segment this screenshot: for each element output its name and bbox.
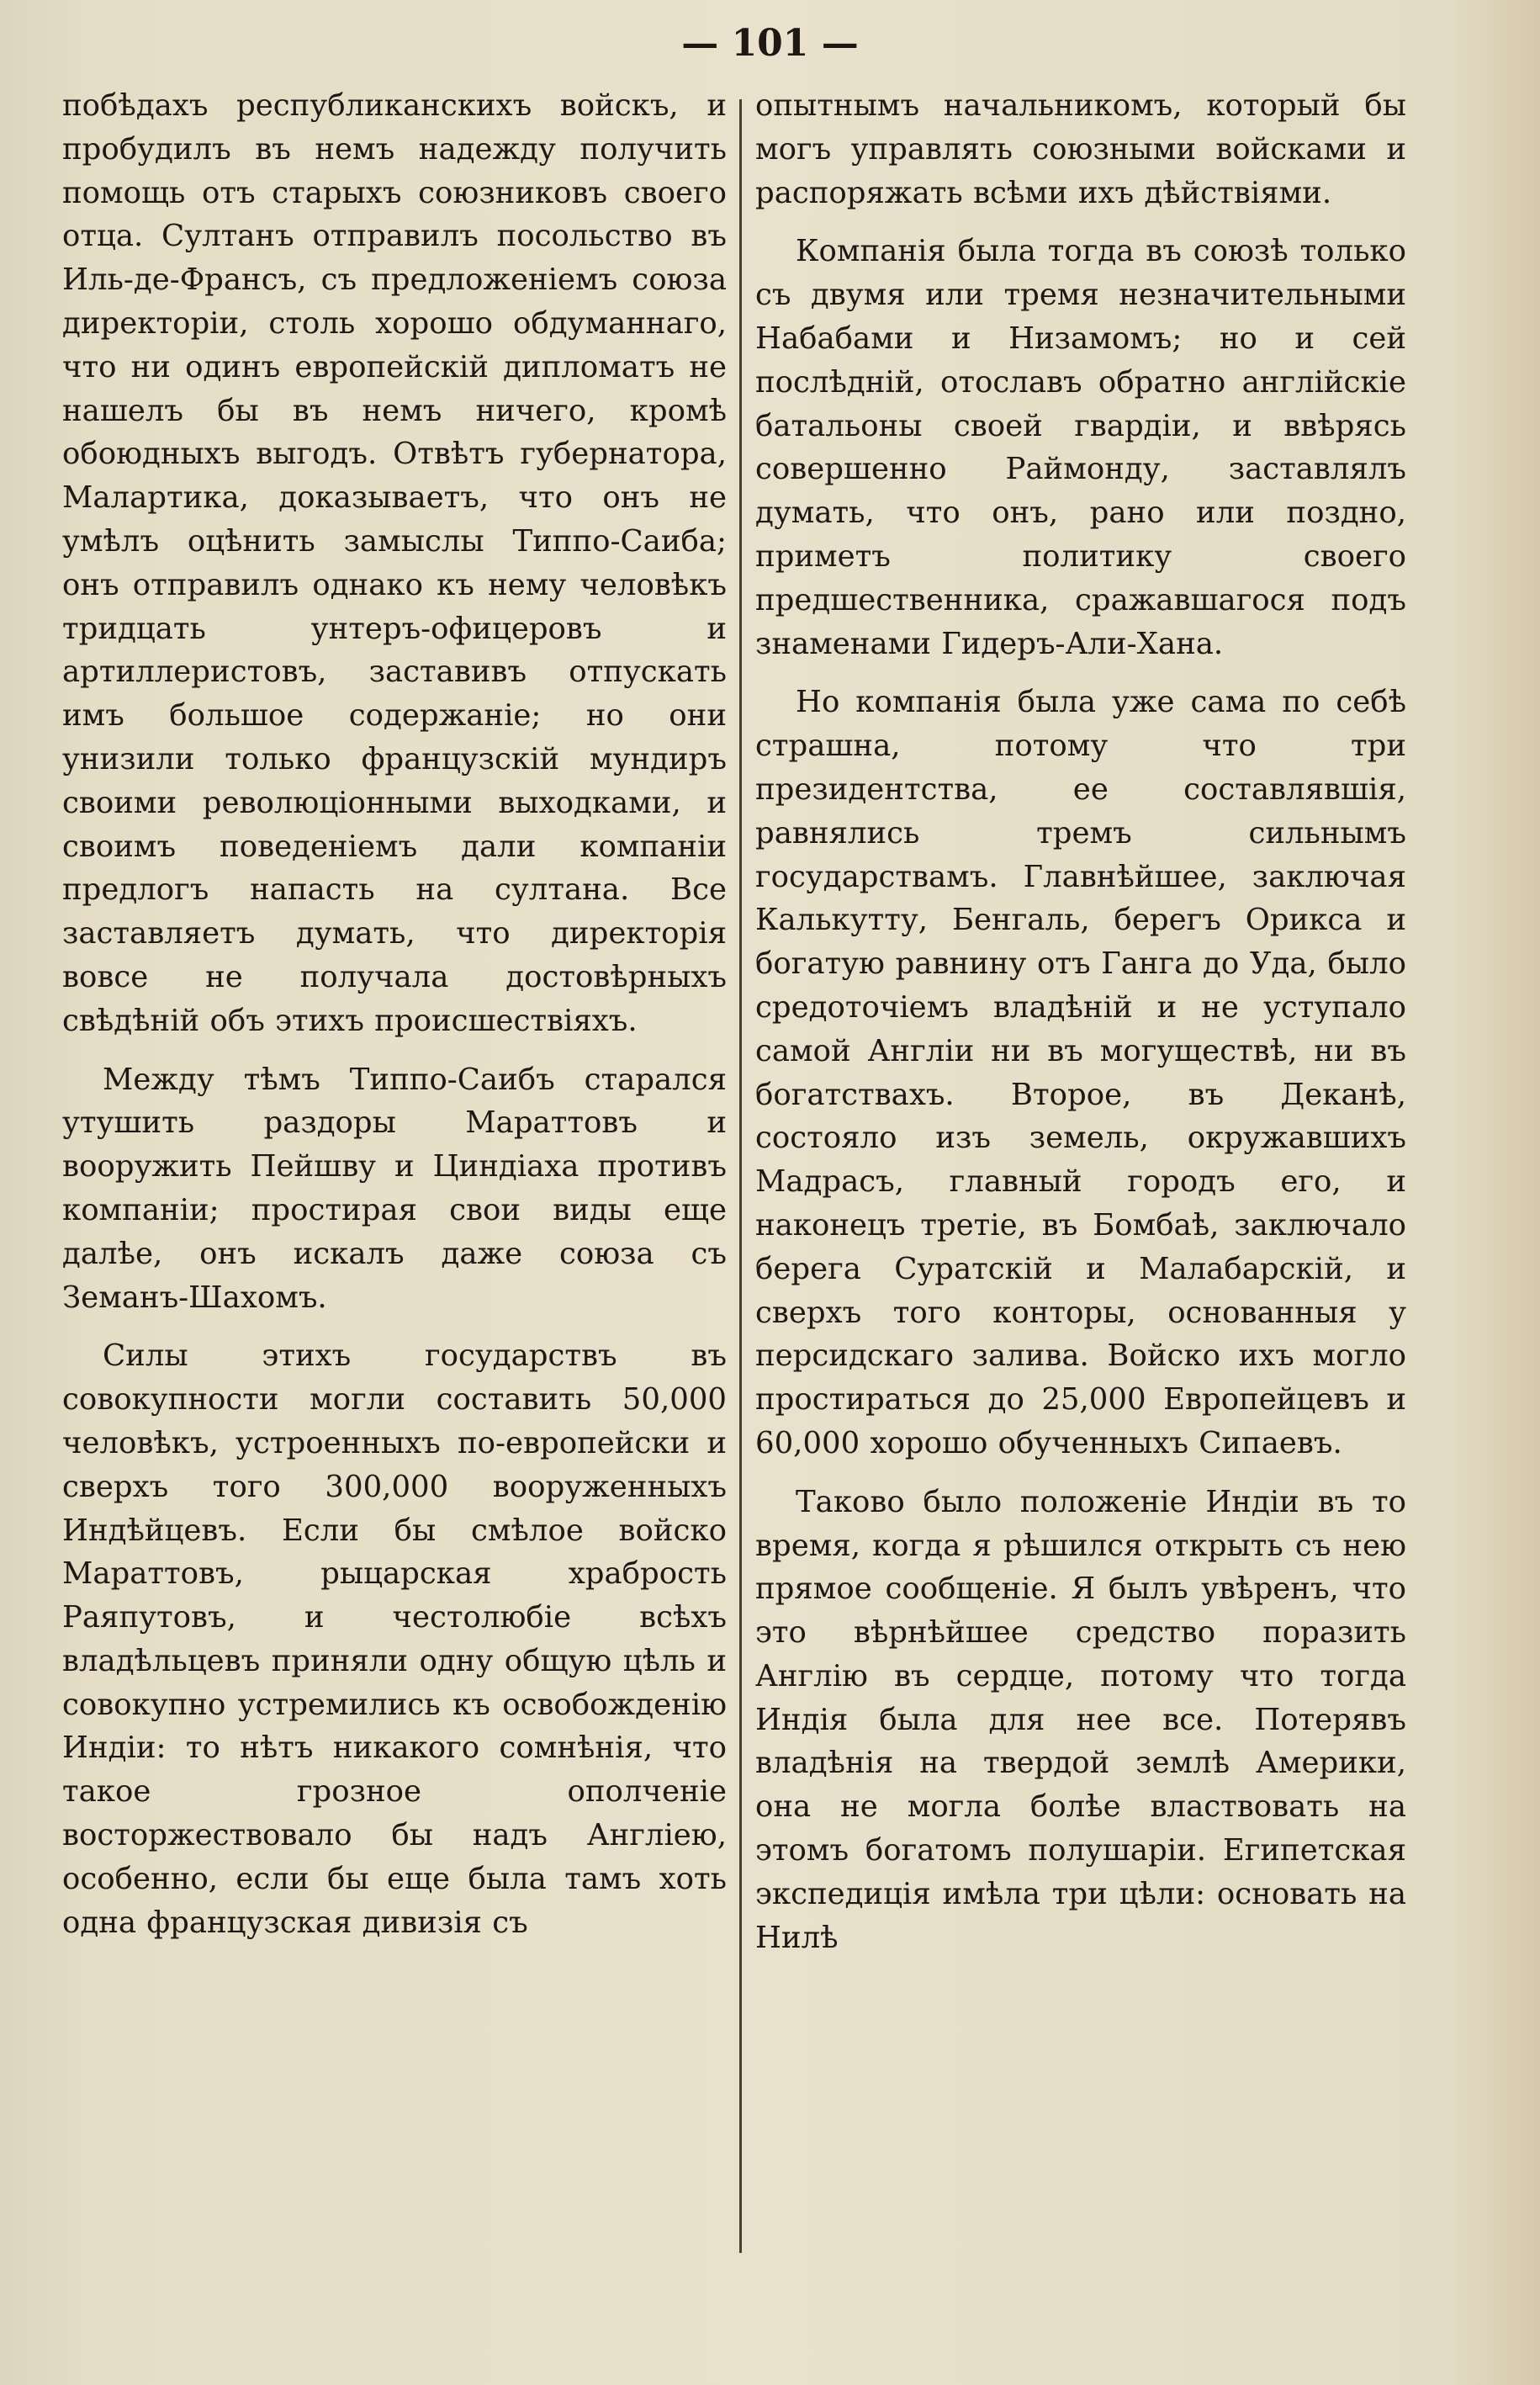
page-number: — 101 — xyxy=(681,22,859,65)
paragraph: Таково было положеніе Индіи въ то время, когда я рѣшился открыть съ нею прямое сообщеніе. Я былъ увѣренъ, что это вѣрнѣйшее средство поразить Англію въ сердце, потому что тогда Индія была для нее все. Потерявъ владѣнія на твердой землѣ Америки, она не могла болѣе властвовать на этомъ богатомъ полушаріи. Египетская экспедиція имѣла три цѣли: основать на Нилѣ xyxy=(755,1484,1406,1955)
paragraph: опытнымъ начальникомъ, который бы могъ управлять союзными войсками и распоряжать всѣми ихъ дѣйствіями. xyxy=(755,88,1406,210)
right-column xyxy=(755,84,1406,1974)
column-divider xyxy=(739,99,742,2253)
paragraph: Компанія была тогда въ союзѣ только съ двумя или тремя незначительными Набабами и Низамомъ; но и сей послѣдній, отославъ обратно англійскіе батальоны своей гвардіи, и ввѣрясь совершенно Раймонду, заставлялъ думать, что онъ, рано или поздно, приметъ политику своего предшественника, сражавшагося подъ знаменами Гидеръ-Али-Хана. xyxy=(755,234,1406,661)
paragraph: Силы этихъ государствъ въ совокупности могли составить 50,000 человѣкъ, устроенныхъ по-европейски и сверхъ того 300,000 вооруженныхъ Индѣйцевъ. Если бы смѣлое войско Мараттовъ, рыцарская храбрость Раяпутовъ, и честолюбіе всѣхъ владѣльцевъ приняли одну общую цѣль и совокупно устремились къ освобожденію Индіи: то нѣтъ никакого сомнѣнія, что такое грозное ополченіе восторжествовало бы надъ Англіею, особенно, если бы еще была тамъ хоть одна французская дивизія съ xyxy=(62,1338,727,1940)
paragraph: Но компанія была уже сама по себѣ страшна, потому что три президентства, ее составлявшія, равнялись тремъ сильнымъ государствамъ. Главнѣйшее, заключая Калькутту, Бенгаль, берегъ Орикса и богатую равнину отъ Ганга до Уда, было средоточіемъ владѣній и не уступало самой Англіи ни въ могуществѣ, ни въ богатствахъ. Второе, въ Деканѣ, состояло изъ земель, окружавшихъ Мадрасъ, главный городъ его, и наконецъ третіе, въ Бомбаѣ, заключало берега Суратскій и Малабарскій, и сверхъ того конторы, основанныя у персидскаго залива. Войско ихъ могло простираться до 25,000 Европейцевъ и 60,000 хорошо обученныхъ Сипаевъ. xyxy=(755,685,1406,1460)
paragraph: Между тѣмъ Типпо-Саибъ старался утушить раздоры Мараттовъ и вооружить Пейшву и Циндіаха противъ компаніи; простирая свои виды еще далѣе, онъ искалъ даже союза съ Земанъ-Шахомъ. xyxy=(62,1062,727,1315)
paragraph: побѣдахъ республиканскихъ войскъ, и пробудилъ въ немъ надежду получить помощь отъ старыхъ союзниковъ своего отца. Султанъ отправилъ посольство въ Иль-де-Франсъ, съ предложеніемъ союза директоріи, столь хорошо обдуманнаго, что ни одинъ европейскій дипломатъ не нашелъ бы въ немъ ничего, кромѣ обоюдныхъ выгодъ. Отвѣтъ губернатора, Малартика, доказываетъ, что онъ не умѣлъ оцѣнить замыслы Типпо-Саиба; онъ отправилъ однако къ нему человѣкъ тридцать унтеръ-офицеровъ и артиллеристовъ, заставивъ отпускать имъ большое содержаніе; но они унизили только французскій мундиръ своими революціонными выходками, и своимъ поведеніемъ дали компаніи предлогъ напасть на султана. Все заставляетъ думать, что директорія вовсе не получала достовѣрныхъ свѣдѣній объ этихъ происшествіяхъ. xyxy=(62,88,727,1038)
left-column xyxy=(62,84,727,1959)
